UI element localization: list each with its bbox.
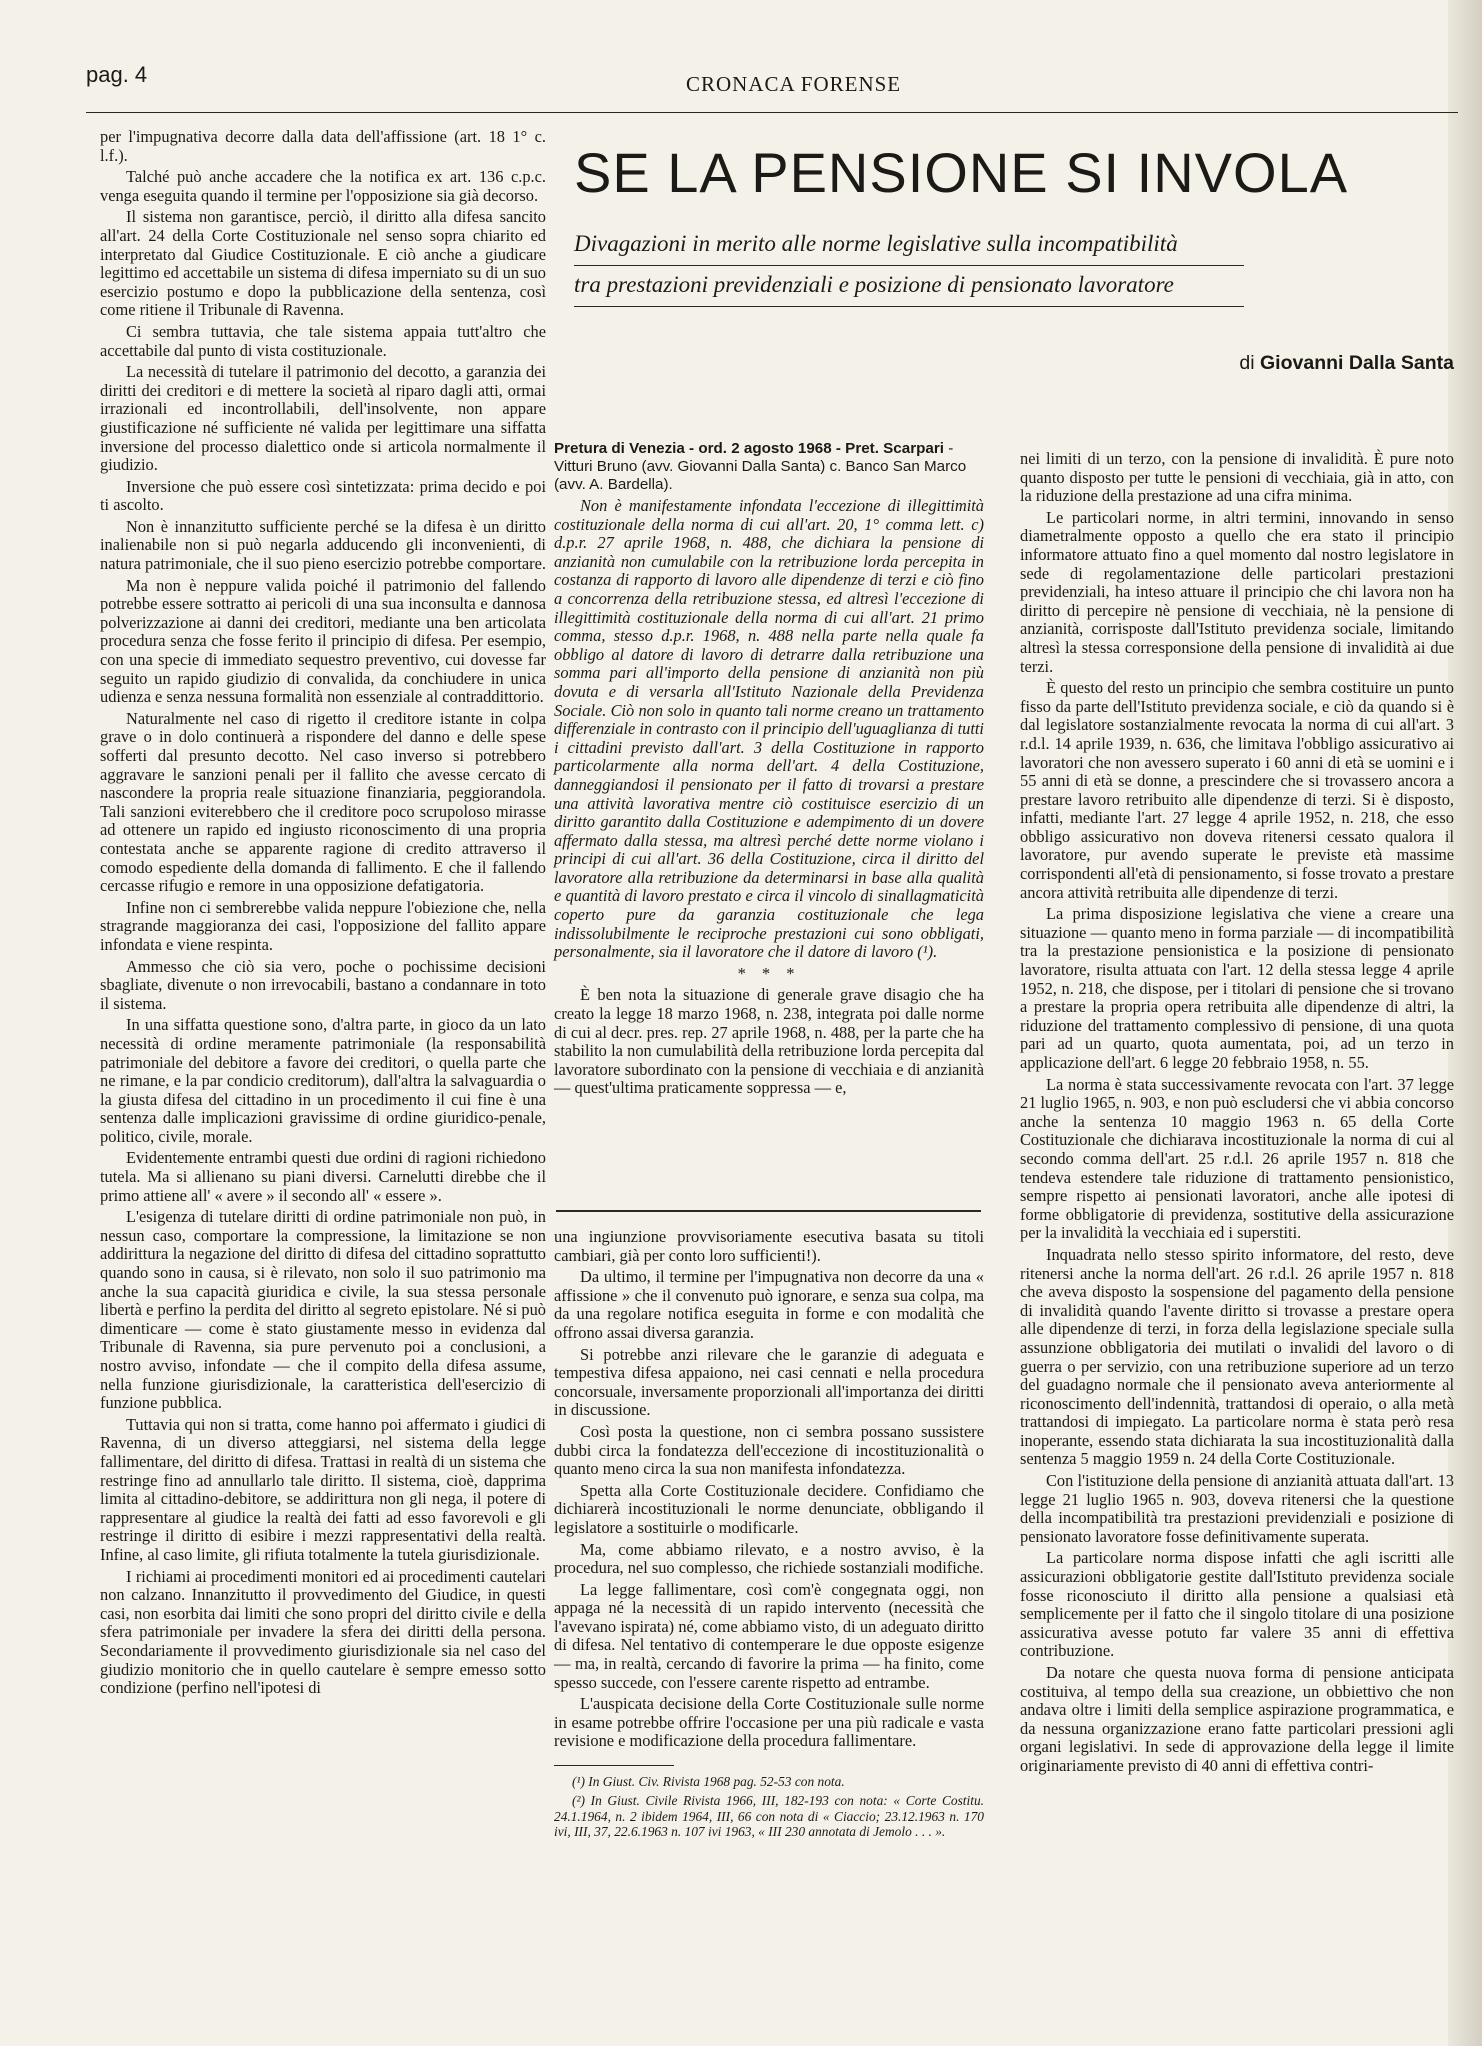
paragraph: Evidentemente entrambi questi due ordini di ragioni richiedono tutela. Ma si allienano su piani diversi. Carnelutti direbbe che il primo attiene all' « avere » il secondo all' « essere ». [100,1148,546,1205]
left-column [100,128,546,1701]
paragraph: L'auspicata decisione della Corte Costituzionale sulle norme in esame potrebbe offrire l'occasione per una più radicale e vasta revisione e modificazione della procedura fallimentare. [554,1694,984,1751]
header-rule [86,112,1458,113]
paragraph: La particolare norma dispose infatti che agli iscritti alle assicurazioni obbligatorie gestite dall'Istituto previdenza sociale fosse riconosciuto il diritto alla pensione a qualsiasi età semplicemente per il fatto che il singolo titolare di una posizione assicurativa avesse potuto far valere 35 anni di effettiva contribuzione. [1020,1548,1454,1661]
footnotes [554,1774,984,1840]
paragraph: La legge fallimentare, così com'è congegnata oggi, non appaga né la necessità di un rapido intervento (necessità che l'avevano ispirata) né, come abbiamo visto, di un adeguato diritto di difesa. Nel tentativo di contemperare le due opposte esigenze — ma, in realtà, cercando di favorire la prima — ha finito, come spesso succede, con l'essere carente rispetto ad entrambe. [554,1579,984,1692]
paragraph: nei limiti di un terzo, con la pensione di invalidità. È pure noto quanto disposto per tutte le pensioni di vecchiaia, già in atto, con la riduzione della prestazione ad una cifra minima. [1020,449,1454,506]
middle-continuation-column [554,1228,984,1844]
paragraph: Talché può anche accadere che la notifica ex art. 136 c.p.c. venga eseguita quando il termine per l'opposizione sia già decorso. [100,167,546,205]
paragraph: Le particolari norme, in altri termini, innovando in senso diametralmente opposto a quello che era stato il principio informatore attuato fino a quel momento dal nostro legislatore in sede di regolamentazione delle particolari prestazioni previdenziali, ha inteso attuare il principio che chi lavora non ha diritto di percepire nè pensione di vecchiaia, nè la pensione di anzianità, corrisposte dall'Istituto previdenza sociale, limitando altresì la stessa corresponsione della pensione di invalidità ai due terzi. [1020,507,1454,676]
paragraph: È questo del resto un principio che sembra costituire un punto fisso da parte dell'Istituto previdenza sociale, e ciò da quando si è dal legislatore sostanzialmente revocata la norma di cui all'art. 3 r.d.l. 14 aprile 1939, n. 636, che limitava l'obbligo assicurativo ai lavoratori che non avessero superato i 60 anni di età se uomini e i 55 anni di età se donne, a prescindere che si trovassero ancora a prestare lavoro retribuito alle dipendenze di terzi. Si è disposto, infatti, mediante l'art. 27 legge 4 aprile 1952, n. 218, che esso obbligo assicurativo non doveva ritenersi cessato qualora il lavoratore, pur avendo superate le previste età massime corrispondenti all'età di pensionamento, si fosse trovato a prestare ancora attività retribuita alle dipendenze di terzi. [1020,678,1454,902]
footnote-1: (¹) In Giust. Civ. Rivista 1968 pag. 52-53 con nota. [572,1774,845,1790]
ruling-heading-parties: - Vitturi Bruno (avv. Giovanni Dalla Santa) c. Banco San Marco (avv. A. Bardella). [554,440,967,493]
paragraph: Si potrebbe anzi rilevare che le garanzie di adeguata e tempestiva difesa appaiono, nei casi cennati e nella procedura concorsuale, inversamente proporzionali all'importanza dei diritti in discussione. [554,1344,984,1420]
paragraph: Da notare che questa nuova forma di pensione anticipata costituiva, al tempo della sua creazione, un obbiettivo che non andava oltre i limiti della semplice aspirazione programmatica, e da nessuna organizzazione erano fatte particolari pressioni agli organi legislativi. In sede di approvazione della legge il limite originariamente previsto di 40 anni di effettiva contri- [1020,1663,1454,1775]
paragraph: Così posta la questione, non ci sembra possano sussistere dubbi circa la fondatezza dell'eccezione di incostituzionalità o quanto meno circa la sua non manifesta infondatezza. [554,1421,984,1479]
paragraph: I richiami ai procedimenti monitori ed ai procedimenti cautelari non calzano. Innanzitutto il provvedimento del Giudice, in questi casi, non esorbita dai limiti che sono propri del diritto civile e della sfera patrimoniale per invadere la sfera dei diritti della persona. Secondariamente il provvedimento giurisdizionale sia nel caso del giudizio monitorio che in quello cautelare è sempre emesso sotto condizione (perfino nell'ipotesi di [100,1566,546,1698]
byline-prefix: di [1239,352,1255,374]
footnote-2: (²) In Giust. Civile Rivista 1966, III, 182-193 con nota: « Corte Costitu. 24.1.1964, n. 2 ibidem 1964, III, 66 con nota di « Ciaccio; 23.12.1963 n. 170 ivi, III, 37, 22.6.1963 n. 107 ivi 1963, « III 230 annotata di Jemolo . . . ». [554,1793,984,1840]
paragraph: Tuttavia qui non si tratta, come hanno poi affermato i giudici di Ravenna, di un diverso atteggiarsi, nel sistema della legge fallimentare, del diritto di difesa. Trattasi in realtà di un sistema che restringe fino ad annullarlo tale diritto. Il sistema, cioè, dapprima limita al cittadino-debitore, se addirittura non gli nega, il potere di rappresentare al giudice la realtà dei fatti ad esso favorevoli e gli restringe il diritto di esibire i mezzi rappresentativi della realtà. Infine, al caso limite, gli rifiuta totalmente la tutela giurisdizionale. [100,1414,546,1564]
ruling-column [554,440,984,1101]
paragraph: Ci sembra tuttavia, che tale sistema appaia tutt'altro che accettabile dal punto di vista costituzionale. [100,321,546,360]
paragraph: Inversione che può essere così sintetizzata: prima decido e poi ti ascolto. [100,476,546,515]
subtitle-line-2: tra prestazioni previdenziali e posizione di pensionato lavoratore [574,266,1244,307]
paragraph: Ma, come abbiamo rilevato, e a nostro avviso, è la procedura, nel suo complesso, che richiede sostanziali modifiche. [554,1539,984,1578]
article-subtitle [574,225,1244,307]
paragraph: La prima disposizione legislativa che viene a creare una situazione — quanto meno in forma parziale — di incompatibilità tra la prestazione pensionistica e la posizione di pensionato lavoratore, risulta attuata con l'art. 12 della stessa legge 4 aprile 1952, n. 218, che dispose, per i titolari di pensione che si trovano a prestare la propria opera retribuita alle dipendenze di altri, la riduzione del trattamento complessivo di pensione, di una quota pari ad un quarto, quota aumentata, poi, ad un terzo in applicazione dell'art. 6 legge 20 febbraio 1958, n. 55. [1020,904,1454,1072]
paragraph: La norma è stata successivamente revocata con l'art. 37 legge 21 luglio 1965, n. 903, e non può escludersi che vi abbia concorso anche la sentenza 10 maggio 1963 n. 65 della Corte Costituzionale che dichiarava incostituzionale la norma di cui al secondo comma dell'art. 25 r.d.l. 26 aprile 1957 n. 818 che tendeva estendere tale riduzione di trattamento pensionistico, sempre rispetto ai pensionati lavoratori, anche alle ipotesi di forme obbligatorie di previdenza, sostitutive della assicurazione per la invalidità la vecchiaia ed i superstiti. [1020,1074,1454,1243]
paragraph: In una siffatta questione sono, d'altra parte, in gioco da un lato necessità di ordine meramente patrimoniale (la responsabilità patrimoniale del debitore a favore dei creditori, o quella parte che ne rimane, e la par condicio creditorum), dall'altra la salvaguardia o la giusta difesa del cittadino in un procedimento il cui fine è una sentenza dalle implicazioni gravissime di ordine giuridico-penale, politico, civile, morale. [100,1015,546,1146]
paragraph: Il sistema non garantisce, perciò, il diritto alla difesa sancito all'art. 24 della Corte Costituzionale nel senso sopra chiarito ed interpretato dal Giudice Costituzionale. E ciò anche a giudicare legittimo ed accettabile un sistema di difesa imperniato su di un suo esercizio postumo e dopo la pubblicazione della sentenza, così come ritiene il Tribunale di Ravenna. [100,207,546,320]
paragraph: Ammesso che ciò sia vero, poche o pochissime decisioni sbagliate, divenute o non irrevocabili, bastano a condannare in toto il sistema. [100,956,546,1013]
article-title: SE LA PENSIONE SI INVOLA [574,141,1349,204]
paragraph: Con l'istituzione della pensione di anzianità attuata dall'art. 13 legge 21 luglio 1965 n. 903, doveva ritenersi che la questione della incompatibilità tra prestazioni previdenziali e posizione di pensionato lavoratore fosse definitivamente superata. [1020,1471,1454,1546]
paragraph: Spetta alla Corte Costituzionale decidere. Confidiamo che dichiarerà incostituzionali le norme denunciate, obbligando il legislatore a sostituirle o modificarle. [554,1480,984,1537]
paragraph: Inquadrata nello stesso spirito informatore, del resto, deve ritenersi anche la norma dell'art. 26 r.d.l. 26 aprile 1957 n. 818 che aveva disposto la sospensione del pagamento della pensione di invalidità quando l'avente diritto si trovasse a prestare opera alle dipendenze di terzi, in forza della legislazione speciale sulla assunzione obbligatoria dei mutilati o invalidi del lavoro o di guerra o per servizio, con una retribuzione superiore ad un terzo del guadagno normale che il pensionato aveva anteriormente al riconoscimento dell'indennità, trattandosi di operaio, o alla metà trattandosi di impiegato. La particolare norma è stata però resa inoperante, essendo stata dichiarata la sua incostituzionalità dalla sentenza 5 maggio 1959 n. 24 della Corte Costituzionale. [1020,1244,1454,1469]
paragraph: È ben nota la situazione di generale grave disagio che ha creato la legge 18 marzo 1968, n. 238, integrata poi dalle norme di cui al decr. pres. rep. 27 aprile 1968, n. 488, per la parte che ha stabilito la non cumulabilità della retribuzione lorda percepita dal lavoratore subordinato con la pensione di vecchiaia e di anzianità — quest'ultima praticamente soppressa — e, [554,985,984,1098]
page-number: pag. 4 [86,62,148,87]
byline-author: Giovanni Dalla Santa [1260,352,1454,374]
ruling-heading-court: Pretura di Venezia - ord. 2 agosto 1968 - Pret. Scarpari [554,440,944,457]
ruling-heading [554,440,984,494]
paragraph: per l'impugnativa decorre dalla data dell'affissione (art. 18 1° c. l.f.). [100,127,546,165]
paragraph: La necessità di tutelare il patrimonio del decotto, a garanzia dei diritti dei creditori e di mettere la società al riparo dagli atti, ormai irrazionali ed incontrollabili, dell'insolvente, non appare giustificazione né sufficiente né valida per legittimare una siffatta inversione del processo dialettico onde si articola normalmente il giudizio. [100,362,546,475]
ruling-maxim: Non è manifestamente infondata l'eccezione di illegittimità costituzionale della norma di cui all'art. 20, 1° comma lett. c) d.p.r. 27 aprile 1968, n. 488, che dichiara la pensione di anzianità non cumulabile con la retribuzione lorda percepita in costanza di rapporto di lavoro alle dipendenze di terzi e ciò fino a concorrenza della retribuzione stessa, ed altresì l'eccezione di illegittimità costituzionale della norma di cui all'art. 21 primo comma, stesso d.p.r. 1968, n. 488 nella parte nella quale fa obbligo al datore di lavoro di detrarre dalla retribuzione una somma pari all'importo della pensione di anzianità non più dovuta e di versarla all'Istituto Nazionale della Previdenza Sociale. Ciò non solo in quanto tali norme creano un trattamento differenziale in contrasto con il principio dell'uguaglianza di tutti i cittadini previsto dall'art. 3 della Costituzione in rapporto particolarmente alla norma dell'art. 4 della Costituzione, danneggiandosi il pensionato per il fatto di trovarsi a prestare una attività lavorativa mentre ciò costituisce esercizio di un diritto garantito dalla Costituzione e adempimento di un dovere affermato dalla stessa, ma altresì perché dette norme violano i principi di cui all'art. 36 della Costituzione, circa il diritto del lavoratore alla retribuzione da determinarsi in base alla qualità e quantità di lavoro prestato e circa il vincolo di sinallagmaticità coperto pure da garanzia costituzionale che lega indissolubilmente le reciproche prestazioni cui sono obbligati, personalmente, sia il lavoratore che il datore di lavoro (¹). [554,496,984,962]
subtitle-line-1: Divagazioni in merito alle norme legislative sulla incompatibilità [574,225,1244,266]
paragraph: Naturalmente nel caso di rigetto il creditore istante in colpa grave o in dolo continuerà a rispondere del danno e delle spese sofferti dal presunto decotto. Nel caso inverso si potrebbero aggravare le sanzioni penali per il fallito che avesse cercato di nascondere la propria reale situazione finanziaria, peggiorandola. Tali sanzioni eviterebbero che il creditore poco scrupoloso mirasse ad ottenere un rapido ed ingiusto riconoscimento di una propria contestata anche se apparente ragione di credito attraverso il comodo espediente della domanda di fallimento. E che il fallendo cercasse rifugio e remore in una opposizione defatigatoria. [100,708,546,896]
footnote-rule [554,1765,674,1766]
paragraph: Da ultimo, il termine per l'impugnativa non decorre da una « affissione » che il convenuto può ignorare, e senza sua colpa, ma da una regolare notifica eseguita in forme e con modalità che offrono assai diversa garanzia. [554,1267,984,1342]
right-column [1020,450,1454,1779]
paragraph: una ingiunzione provvisoriamente esecutiva basata su titoli cambiari, già per conto loro sufficienti!). [554,1227,984,1265]
running-head [86,50,1456,110]
byline [1100,352,1454,375]
journal-name: CRONACA FORENSE [686,72,902,96]
paragraph: Infine non ci sembrerebbe valida neppure l'obiezione che, nella stragrande maggioranza dei casi, l'opposizione del fallito appare infondata e viene respinta. [100,897,546,954]
paragraph: L'esigenza di tutelare diritti di ordine patrimoniale non può, in nessun caso, comportare la compressione, la limitazione se non addirittura la negazione del diritto di difesa del cittadino soprattutto quando sono in causa, si è rilevato, non solo il suo patrimonio ma anche la sua capacità giuridica e civile, la sua stessa personale libertà e perfino la perdita del diritto al segreto epistolare. Né si può dimenticare — come è stato giustamente messo in evidenza dal Tribunale di Ravenna, sia pure pervenuto poi a conclusioni, a nostro avviso, infondate — che il compito della difesa assume, nella funzione giurisdizionale, la caratteristica dell'esercizio di funzione pubblica. [100,1207,546,1413]
paragraph: Ma non è neppure valida poiché il patrimonio del fallendo potrebbe essere sottratto ai pericoli di una sua inconsulta e dannosa polverizzazione ai danni dei creditori, mediante una ben articolata procedura senza che fosse ferito il principio di difesa. Per esempio, con una specie di immediato sequestro preventivo, cui dovesse far seguito un rapido giudizio di convalida, da conchiudere in unica udienza e senza nessuna formalità non essenziale al contraddittorio. [100,575,546,707]
paragraph: Non è innanzitutto sufficiente perché se la difesa è un diritto inalienabile non si può negarla adducendo gli inconvenienti, di natura patrimoniale, che il suo pieno esercizio potrebbe comportare. [100,516,547,574]
column-divider-rule [556,1210,981,1212]
section-separator: * * * [737,963,801,983]
